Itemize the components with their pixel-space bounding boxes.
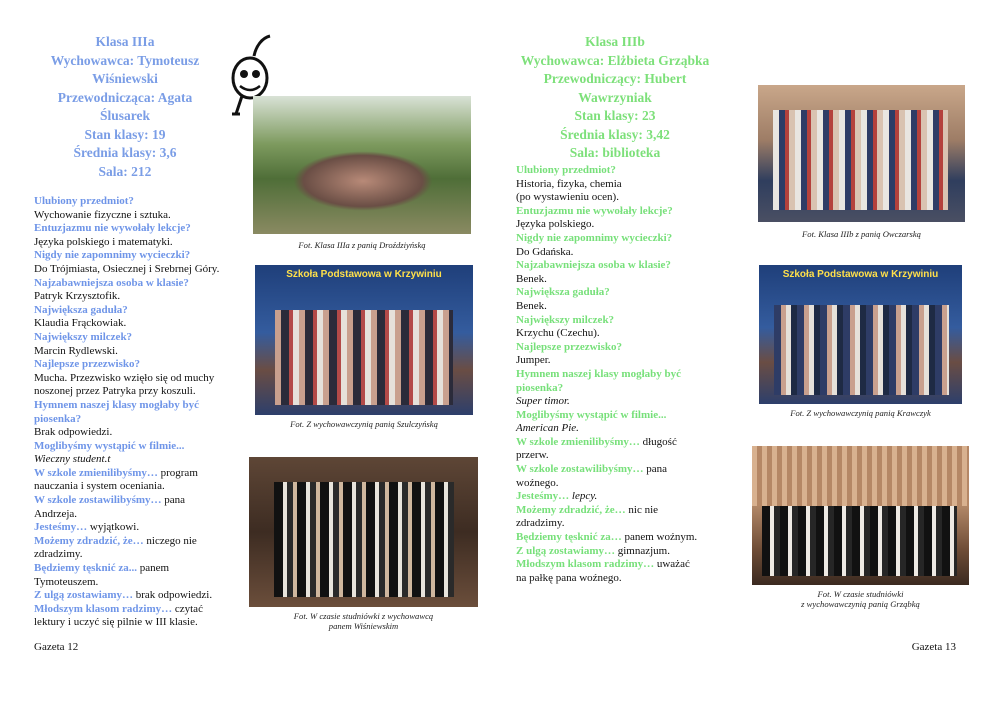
teacher: Wychowawca: Tymoteusz (50, 52, 200, 68)
answer: uważać (654, 558, 690, 571)
answer: długość (639, 435, 677, 448)
question: Ulubiony przedmiot? (34, 195, 134, 207)
question: W szkole zostawilibyśmy… (516, 463, 644, 476)
answer: gimnazjum. (615, 544, 670, 557)
class-size: Stan klasy: 23 (574, 108, 656, 123)
photo-class-3b-indoor (758, 85, 965, 222)
question: Będziemy tęsknić za… (516, 531, 622, 544)
answer: niczego nie (143, 534, 197, 547)
question: W szkole zmienilibyśmy… (516, 435, 640, 448)
question: Z ulgą zostawiamy… (34, 589, 133, 602)
question: Hymnem naszej klasy mogłaby być (34, 398, 199, 411)
question: piosenka? (34, 412, 82, 425)
question: W szkole zostawilibyśmy… (34, 494, 162, 507)
answer: Wychowanie fizyczne i sztuka. (34, 208, 171, 221)
photo-caption-line: Fot. W czasie studniówki z wychowawcą (293, 611, 434, 621)
classroom: Sala: biblioteka (569, 145, 661, 160)
class-average: Średnia klasy: 3,6 (73, 145, 177, 160)
class-size: Stan klasy: 19 (84, 126, 166, 142)
answer: Historia, fizyka, chemia (516, 177, 622, 190)
question: Moglibyśmy wystąpić w filmie... (516, 408, 667, 421)
question: Hymnem naszej klasy mogłaby być (516, 367, 681, 380)
answer: Języka polskiego. (516, 218, 595, 231)
photo-caption: Fot. Klasa IIIb z panią Owczarską (802, 229, 921, 239)
answer: na pałkę pana woźnego. (516, 571, 622, 584)
photo-class-3a-prom (249, 457, 478, 607)
photo-class-3b-prom (752, 446, 969, 585)
answer: Do Trójmiasta, Osiecznej i Srebrnej Góry. (34, 262, 220, 275)
class-name: Klasa IIIb (585, 34, 645, 49)
answer: Tymoteuszem. (34, 575, 99, 588)
classroom: Sala: 212 (98, 163, 152, 179)
photo-caption-line: Fot. W czasie studniówki (817, 589, 904, 599)
photo-caption-line: panem Wiśniewskim (328, 621, 399, 631)
answer: przerw. (516, 449, 549, 462)
class-3a-header (20, 33, 230, 181)
class-3a-survey (34, 195, 249, 630)
answer: (po wystawieniu ocen). (516, 191, 619, 204)
answer: Krzychu (Czechu). (516, 327, 600, 340)
answer: Benek. (516, 299, 547, 312)
question: Entuzjazmu nie wywołały lekcje? (34, 222, 191, 235)
class-name: Klasa IIIa (95, 34, 155, 49)
answer: pana (161, 494, 186, 507)
question: Nigdy nie zapomnimy wycieczki? (516, 231, 673, 244)
president-surname: Wawrzyniak (578, 89, 652, 105)
photo-caption: Fot. Klasa IIIa z panią Droździyńską (298, 240, 426, 250)
answer: Wieczny student.t (34, 453, 111, 466)
question: Jesteśmy… (516, 490, 570, 503)
question: Najlepsze przezwisko? (34, 358, 141, 371)
question: Największa gaduła? (516, 286, 610, 299)
page-number-right: Gazeta 13 (911, 641, 956, 653)
photo-caption: Fot. Z wychowawczynią panią Szulczyńską (290, 419, 438, 429)
question: Największy milczek? (516, 313, 615, 326)
question: Z ulgą zostawiamy… (516, 544, 615, 557)
answer: woźnego. (516, 476, 559, 489)
president-surname: Ślusarek (99, 108, 151, 123)
photo-caption (752, 589, 969, 609)
answer: Andrzeja. (34, 507, 78, 520)
photo-caption-line: z wychowawczynią panią Grząbką (801, 599, 920, 609)
question: W szkole zmienilibyśmy… (34, 466, 158, 479)
answer: Języka polskiego i matematyki. (34, 235, 173, 248)
answer: Do Gdańska. (516, 245, 574, 258)
question: Najzabawniejsza osoba w klasie? (34, 276, 189, 289)
question: Entuzjazmu nie wywołały lekcje? (516, 204, 673, 217)
photo-class-3b-school (759, 265, 962, 404)
photo-caption (249, 611, 478, 631)
question: Największy milczek? (34, 330, 133, 343)
answer: lektury i uczyć się pilnie w III klasie. (34, 616, 198, 629)
answer: Klaudia Frąckowiak. (34, 317, 127, 330)
answer: pana (643, 463, 668, 476)
question: Młodszym klasom radzimy… (516, 558, 655, 571)
question: Nigdy nie zapomnimy wycieczki? (34, 249, 191, 262)
question: Ulubiony przedmiot? (516, 164, 616, 176)
answer: noszonej przez Patryka przy koszuli. (34, 385, 196, 398)
answer: Marcin Rydlewski. (34, 344, 118, 357)
president: Przewodnicząca: Agata (57, 89, 193, 105)
question: Będziemy tęsknić za... (34, 562, 137, 575)
president: Przewodniczący: Hubert (543, 71, 687, 86)
answer: American Pie. (516, 422, 579, 435)
question: Największa gaduła? (34, 303, 128, 316)
question: Możemy zdradzić, że… (34, 534, 144, 547)
school-banner: Szkoła Podstawowa w Krzywiniu (286, 269, 442, 280)
answer: brak odpowiedzi. (133, 589, 213, 602)
photo-class-3a-school (255, 265, 473, 415)
question: piosenka? (516, 381, 564, 394)
question: Najlepsze przezwisko? (516, 340, 623, 353)
answer: program (157, 466, 198, 479)
answer: Patryk Krzysztofik. (34, 290, 121, 303)
question: Moglibyśmy wystąpić w filmie... (34, 439, 185, 452)
answer: wyjątkowi. (87, 521, 140, 534)
teacher: Wychowawca: Elżbieta Grząbka (520, 52, 710, 68)
class-3b-survey (516, 164, 741, 585)
answer: zdradzimy. (34, 548, 83, 561)
page-number-left: Gazeta 12 (34, 641, 79, 653)
answer: panem woźnym. (621, 531, 698, 544)
answer: Brak odpowiedzi. (34, 426, 113, 439)
answer: Mucha. Przezwisko wzięło się od muchy (34, 371, 215, 384)
answer: Benek. (516, 272, 547, 285)
answer: nauczania i system oceniania. (34, 480, 165, 493)
class-3b-header (510, 33, 720, 163)
photo-class-3a-outdoor (253, 96, 471, 234)
answer: lepcy. (569, 490, 598, 503)
answer: zdradzimy. (516, 517, 565, 530)
question: Jesteśmy… (34, 521, 88, 534)
class-average: Średnia klasy: 3,42 (560, 126, 670, 142)
answer: czytać (172, 602, 203, 615)
answer: nic nie (625, 503, 659, 516)
answer: panem (136, 562, 170, 575)
question: Najzabawniejsza osoba w klasie? (516, 259, 671, 272)
answer: Jumper. (516, 354, 551, 367)
teacher-surname: Wiśniewski (92, 71, 158, 86)
answer: Super timor. (516, 395, 570, 408)
question: Młodszym klasom radzimy… (34, 602, 173, 615)
school-banner: Szkoła Podstawowa w Krzywiniu (782, 269, 939, 280)
question: Możemy zdradzić, że… (516, 503, 626, 516)
photo-caption: Fot. Z wychowawczynią panią Krawczyk (790, 408, 931, 418)
